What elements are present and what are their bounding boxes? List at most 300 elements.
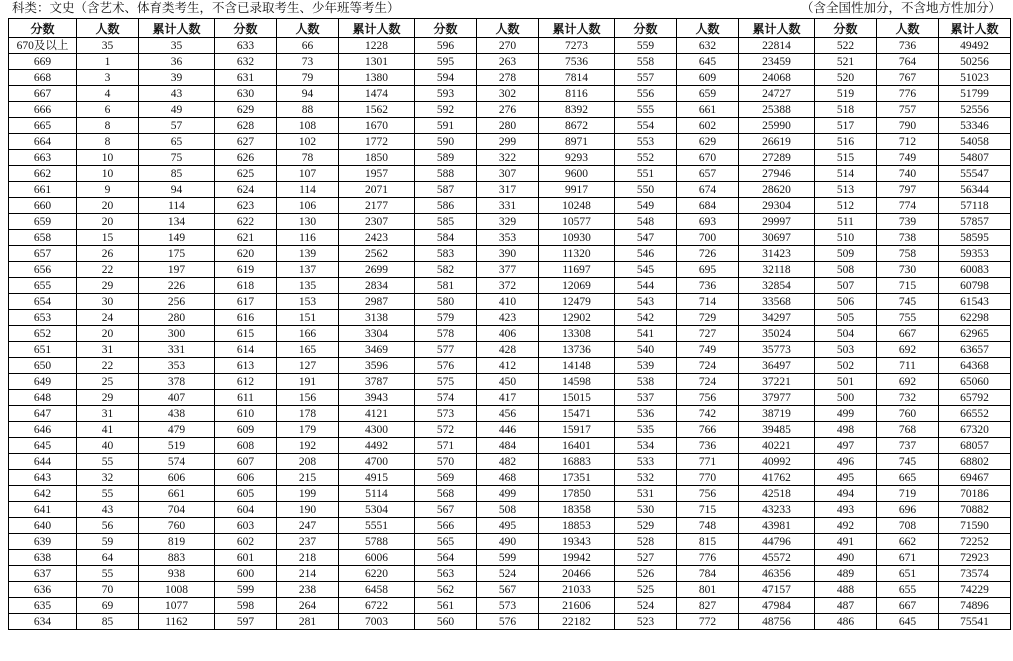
cumulative-cell: 15917 [539,422,615,438]
count-cell: 727 [677,326,739,342]
cumulative-cell: 3469 [339,342,415,358]
score-cell: 660 [9,198,77,214]
score-cell: 537 [615,390,677,406]
count-cell: 599 [477,550,539,566]
count-cell: 645 [677,54,739,70]
cumulative-cell: 8971 [539,134,615,150]
cumulative-cell: 45572 [739,550,815,566]
score-cell: 648 [9,390,77,406]
count-cell: 797 [877,182,939,198]
table-row [9,118,1011,134]
cumulative-cell: 1562 [339,102,415,118]
score-cell: 507 [815,278,877,294]
score-cell: 588 [415,166,477,182]
cumulative-cell: 11320 [539,246,615,262]
count-cell: 708 [877,518,939,534]
score-cell: 615 [215,326,277,342]
count-cell: 106 [277,198,339,214]
cumulative-cell: 57857 [939,214,1011,230]
count-cell: 602 [677,118,739,134]
cumulative-cell: 62298 [939,310,1011,326]
count-cell: 78 [277,150,339,166]
column-header: 累计人数 [539,19,615,38]
score-cell: 606 [215,470,277,486]
score-cell: 490 [815,550,877,566]
cumulative-cell: 883 [139,550,215,566]
cumulative-cell: 69467 [939,470,1011,486]
score-cell: 508 [815,262,877,278]
score-cell: 629 [215,102,277,118]
score-cell: 555 [615,102,677,118]
table-row [9,326,1011,342]
count-cell: 135 [277,278,339,294]
count-cell: 667 [877,598,939,614]
count-cell: 657 [677,166,739,182]
score-cell: 493 [815,502,877,518]
count-cell: 20 [77,326,139,342]
count-cell: 771 [677,454,739,470]
count-cell: 667 [877,326,939,342]
score-cell: 646 [9,422,77,438]
count-cell: 482 [477,454,539,470]
count-cell: 43 [77,502,139,518]
count-cell: 214 [277,566,339,582]
column-header: 人数 [477,19,539,38]
cumulative-cell: 479 [139,422,215,438]
cumulative-cell: 4492 [339,438,415,454]
count-cell: 774 [877,198,939,214]
cumulative-cell: 75541 [939,614,1011,630]
score-cell: 595 [415,54,477,70]
score-cell: 501 [815,374,877,390]
cumulative-cell: 57118 [939,198,1011,214]
score-cell: 503 [815,342,877,358]
table-row [9,470,1011,486]
table-row [9,294,1011,310]
count-cell: 573 [477,598,539,614]
score-cell: 498 [815,422,877,438]
cumulative-cell: 5551 [339,518,415,534]
cumulative-cell: 59353 [939,246,1011,262]
count-cell: 760 [877,406,939,422]
count-cell: 215 [277,470,339,486]
score-cell: 539 [615,358,677,374]
count-cell: 1 [77,54,139,70]
count-cell: 4 [77,86,139,102]
column-header: 累计人数 [339,19,415,38]
count-cell: 767 [877,70,939,86]
score-cell: 651 [9,342,77,358]
count-cell: 41 [77,422,139,438]
count-cell: 88 [277,102,339,118]
cumulative-cell: 10930 [539,230,615,246]
count-cell: 94 [277,86,339,102]
score-cell: 601 [215,550,277,566]
cumulative-cell: 4915 [339,470,415,486]
table-row [9,54,1011,70]
score-cell: 546 [615,246,677,262]
cumulative-cell: 36 [139,54,215,70]
count-cell: 715 [677,502,739,518]
table-row [9,198,1011,214]
score-cell: 536 [615,406,677,422]
score-cell: 517 [815,118,877,134]
cumulative-cell: 149 [139,230,215,246]
score-cell: 512 [815,198,877,214]
cumulative-cell: 58595 [939,230,1011,246]
cumulative-cell: 72252 [939,534,1011,550]
column-header: 累计人数 [739,19,815,38]
table-row [9,534,1011,550]
cumulative-cell: 28620 [739,182,815,198]
score-cell: 585 [415,214,477,230]
cumulative-cell: 31423 [739,246,815,262]
count-cell: 178 [277,406,339,422]
cumulative-cell: 6006 [339,550,415,566]
score-cell: 664 [9,134,77,150]
score-cell: 645 [9,438,77,454]
count-cell: 116 [277,230,339,246]
table-row [9,438,1011,454]
count-cell: 377 [477,262,539,278]
count-cell: 748 [677,518,739,534]
score-cell: 614 [215,342,277,358]
cumulative-cell: 85 [139,166,215,182]
score-cell: 624 [215,182,277,198]
score-cell: 647 [9,406,77,422]
score-cell: 514 [815,166,877,182]
score-cell: 625 [215,166,277,182]
count-cell: 726 [677,246,739,262]
cumulative-cell: 47157 [739,582,815,598]
score-cell: 617 [215,294,277,310]
score-cell: 626 [215,150,277,166]
cumulative-cell: 3787 [339,374,415,390]
score-cell: 487 [815,598,877,614]
score-cell: 634 [9,614,77,630]
count-cell: 238 [277,582,339,598]
count-cell: 576 [477,614,539,630]
score-cell: 622 [215,214,277,230]
score-cell: 569 [415,470,477,486]
cumulative-cell: 3138 [339,310,415,326]
cumulative-cell: 34297 [739,310,815,326]
score-cell: 486 [815,614,877,630]
score-cell: 526 [615,566,677,582]
count-cell: 524 [477,566,539,582]
cumulative-cell: 40221 [739,438,815,454]
cumulative-cell: 65060 [939,374,1011,390]
count-cell: 22 [77,262,139,278]
cumulative-cell: 43 [139,86,215,102]
score-cell: 605 [215,486,277,502]
cumulative-cell: 438 [139,406,215,422]
count-cell: 742 [677,406,739,422]
score-cell: 511 [815,214,877,230]
cumulative-cell: 24068 [739,70,815,86]
cumulative-cell: 39 [139,70,215,86]
table-row [9,486,1011,502]
cumulative-cell: 1380 [339,70,415,86]
cumulative-cell: 8392 [539,102,615,118]
cumulative-cell: 13736 [539,342,615,358]
cumulative-cell: 52556 [939,102,1011,118]
score-cell: 516 [815,134,877,150]
count-cell: 66 [277,38,339,54]
count-cell: 674 [677,182,739,198]
count-cell: 276 [477,102,539,118]
count-cell: 508 [477,502,539,518]
score-cell: 494 [815,486,877,502]
cumulative-cell: 4121 [339,406,415,422]
cumulative-cell: 7003 [339,614,415,630]
cumulative-cell: 1957 [339,166,415,182]
count-cell: 26 [77,246,139,262]
score-cell: 578 [415,326,477,342]
cumulative-cell: 19942 [539,550,615,566]
table-row [9,262,1011,278]
count-cell: 671 [877,550,939,566]
count-cell: 302 [477,86,539,102]
count-cell: 490 [477,534,539,550]
score-cell: 496 [815,454,877,470]
score-cell: 565 [415,534,477,550]
score-cell: 654 [9,294,77,310]
cumulative-cell: 68802 [939,454,1011,470]
score-cell: 535 [615,422,677,438]
score-cell: 505 [815,310,877,326]
cumulative-cell: 5788 [339,534,415,550]
score-cell: 598 [215,598,277,614]
cumulative-cell: 66552 [939,406,1011,422]
cumulative-cell: 661 [139,486,215,502]
cumulative-cell: 114 [139,198,215,214]
score-cell: 538 [615,374,677,390]
count-cell: 8 [77,134,139,150]
count-cell: 9 [77,182,139,198]
cumulative-cell: 12069 [539,278,615,294]
score-cell: 627 [215,134,277,150]
score-cell: 561 [415,598,477,614]
score-cell: 488 [815,582,877,598]
score-cell: 492 [815,518,877,534]
cumulative-cell: 760 [139,518,215,534]
score-cell: 497 [815,438,877,454]
count-cell: 64 [77,550,139,566]
score-cell: 531 [615,486,677,502]
cumulative-cell: 16883 [539,454,615,470]
score-table [8,18,1011,630]
cumulative-cell: 2834 [339,278,415,294]
count-cell: 737 [877,438,939,454]
cumulative-cell: 819 [139,534,215,550]
cumulative-cell: 11697 [539,262,615,278]
count-cell: 108 [277,118,339,134]
count-cell: 790 [877,118,939,134]
count-cell: 199 [277,486,339,502]
cumulative-cell: 1474 [339,86,415,102]
count-cell: 85 [77,614,139,630]
cumulative-cell: 75 [139,150,215,166]
count-cell: 127 [277,358,339,374]
count-cell: 29 [77,278,139,294]
count-cell: 456 [477,406,539,422]
score-cell: 613 [215,358,277,374]
count-cell: 166 [277,326,339,342]
column-header: 分数 [415,19,477,38]
score-cell: 532 [615,470,677,486]
cumulative-cell: 35024 [739,326,815,342]
cumulative-cell: 10577 [539,214,615,230]
count-cell: 20 [77,198,139,214]
score-cell: 510 [815,230,877,246]
count-cell: 784 [677,566,739,582]
column-header: 人数 [877,19,939,38]
cumulative-cell: 49 [139,102,215,118]
count-cell: 192 [277,438,339,454]
cumulative-cell: 44796 [739,534,815,550]
count-cell: 684 [677,198,739,214]
score-cell: 562 [415,582,477,598]
cumulative-cell: 12902 [539,310,615,326]
score-cell: 637 [9,566,77,582]
cumulative-cell: 574 [139,454,215,470]
cumulative-cell: 331 [139,342,215,358]
score-cell: 547 [615,230,677,246]
count-cell: 3 [77,70,139,86]
table-header-row [9,19,1011,38]
score-cell: 642 [9,486,77,502]
score-cell: 582 [415,262,477,278]
score-cell: 548 [615,214,677,230]
score-cell: 545 [615,262,677,278]
table-row [9,70,1011,86]
score-cell: 540 [615,342,677,358]
cumulative-cell: 67320 [939,422,1011,438]
cumulative-cell: 175 [139,246,215,262]
count-cell: 740 [877,166,939,182]
cumulative-cell: 46356 [739,566,815,582]
cumulative-cell: 73574 [939,566,1011,582]
score-cell: 618 [215,278,277,294]
cumulative-cell: 2423 [339,230,415,246]
count-cell: 450 [477,374,539,390]
cumulative-cell: 15015 [539,390,615,406]
count-cell: 755 [877,310,939,326]
count-cell: 776 [677,550,739,566]
score-cell: 616 [215,310,277,326]
count-cell: 756 [677,390,739,406]
table-row [9,406,1011,422]
cumulative-cell: 65 [139,134,215,150]
table-row [9,614,1011,630]
table-row [9,166,1011,182]
cumulative-cell: 49492 [939,38,1011,54]
count-cell: 495 [477,518,539,534]
cumulative-cell: 3304 [339,326,415,342]
count-cell: 661 [677,102,739,118]
score-cell: 608 [215,438,277,454]
count-cell: 270 [477,38,539,54]
column-header: 人数 [277,19,339,38]
cumulative-cell: 22182 [539,614,615,630]
count-cell: 353 [477,230,539,246]
cumulative-cell: 61543 [939,294,1011,310]
score-cell: 666 [9,102,77,118]
count-cell: 724 [677,358,739,374]
score-cell: 560 [415,614,477,630]
cumulative-cell: 134 [139,214,215,230]
score-cell: 579 [415,310,477,326]
cumulative-cell: 6220 [339,566,415,582]
score-cell: 657 [9,246,77,262]
count-cell: 35 [77,38,139,54]
score-cell: 530 [615,502,677,518]
count-cell: 499 [477,486,539,502]
count-cell: 567 [477,582,539,598]
score-cell: 543 [615,294,677,310]
cumulative-cell: 68057 [939,438,1011,454]
cumulative-cell: 74896 [939,598,1011,614]
table-row [9,566,1011,582]
score-cell: 609 [215,422,277,438]
score-cell: 552 [615,150,677,166]
cumulative-cell: 197 [139,262,215,278]
cumulative-cell: 23459 [739,54,815,70]
score-cell: 591 [415,118,477,134]
cumulative-cell: 94 [139,182,215,198]
score-cell: 558 [615,54,677,70]
score-cell: 541 [615,326,677,342]
count-cell: 745 [877,454,939,470]
score-cell: 566 [415,518,477,534]
score-cell: 631 [215,70,277,86]
count-cell: 281 [277,614,339,630]
count-cell: 165 [277,342,339,358]
score-cell: 575 [415,374,477,390]
score-cell: 636 [9,582,77,598]
score-cell: 597 [215,614,277,630]
score-cell: 589 [415,150,477,166]
cumulative-cell: 256 [139,294,215,310]
cumulative-cell: 35773 [739,342,815,358]
count-cell: 770 [677,470,739,486]
count-cell: 749 [677,342,739,358]
count-cell: 218 [277,550,339,566]
count-cell: 55 [77,566,139,582]
score-cell: 559 [615,38,677,54]
count-cell: 609 [677,70,739,86]
cumulative-cell: 7814 [539,70,615,86]
count-cell: 736 [877,38,939,54]
score-cell: 577 [415,342,477,358]
cumulative-cell: 4300 [339,422,415,438]
count-cell: 278 [477,70,539,86]
count-cell: 237 [277,534,339,550]
table-row [9,342,1011,358]
score-cell: 603 [215,518,277,534]
count-cell: 719 [877,486,939,502]
cumulative-cell: 226 [139,278,215,294]
score-cell: 611 [215,390,277,406]
count-cell: 20 [77,214,139,230]
score-cell: 554 [615,118,677,134]
table-row [9,390,1011,406]
score-cell: 523 [615,614,677,630]
count-cell: 764 [877,54,939,70]
cumulative-cell: 1772 [339,134,415,150]
cumulative-cell: 29997 [739,214,815,230]
